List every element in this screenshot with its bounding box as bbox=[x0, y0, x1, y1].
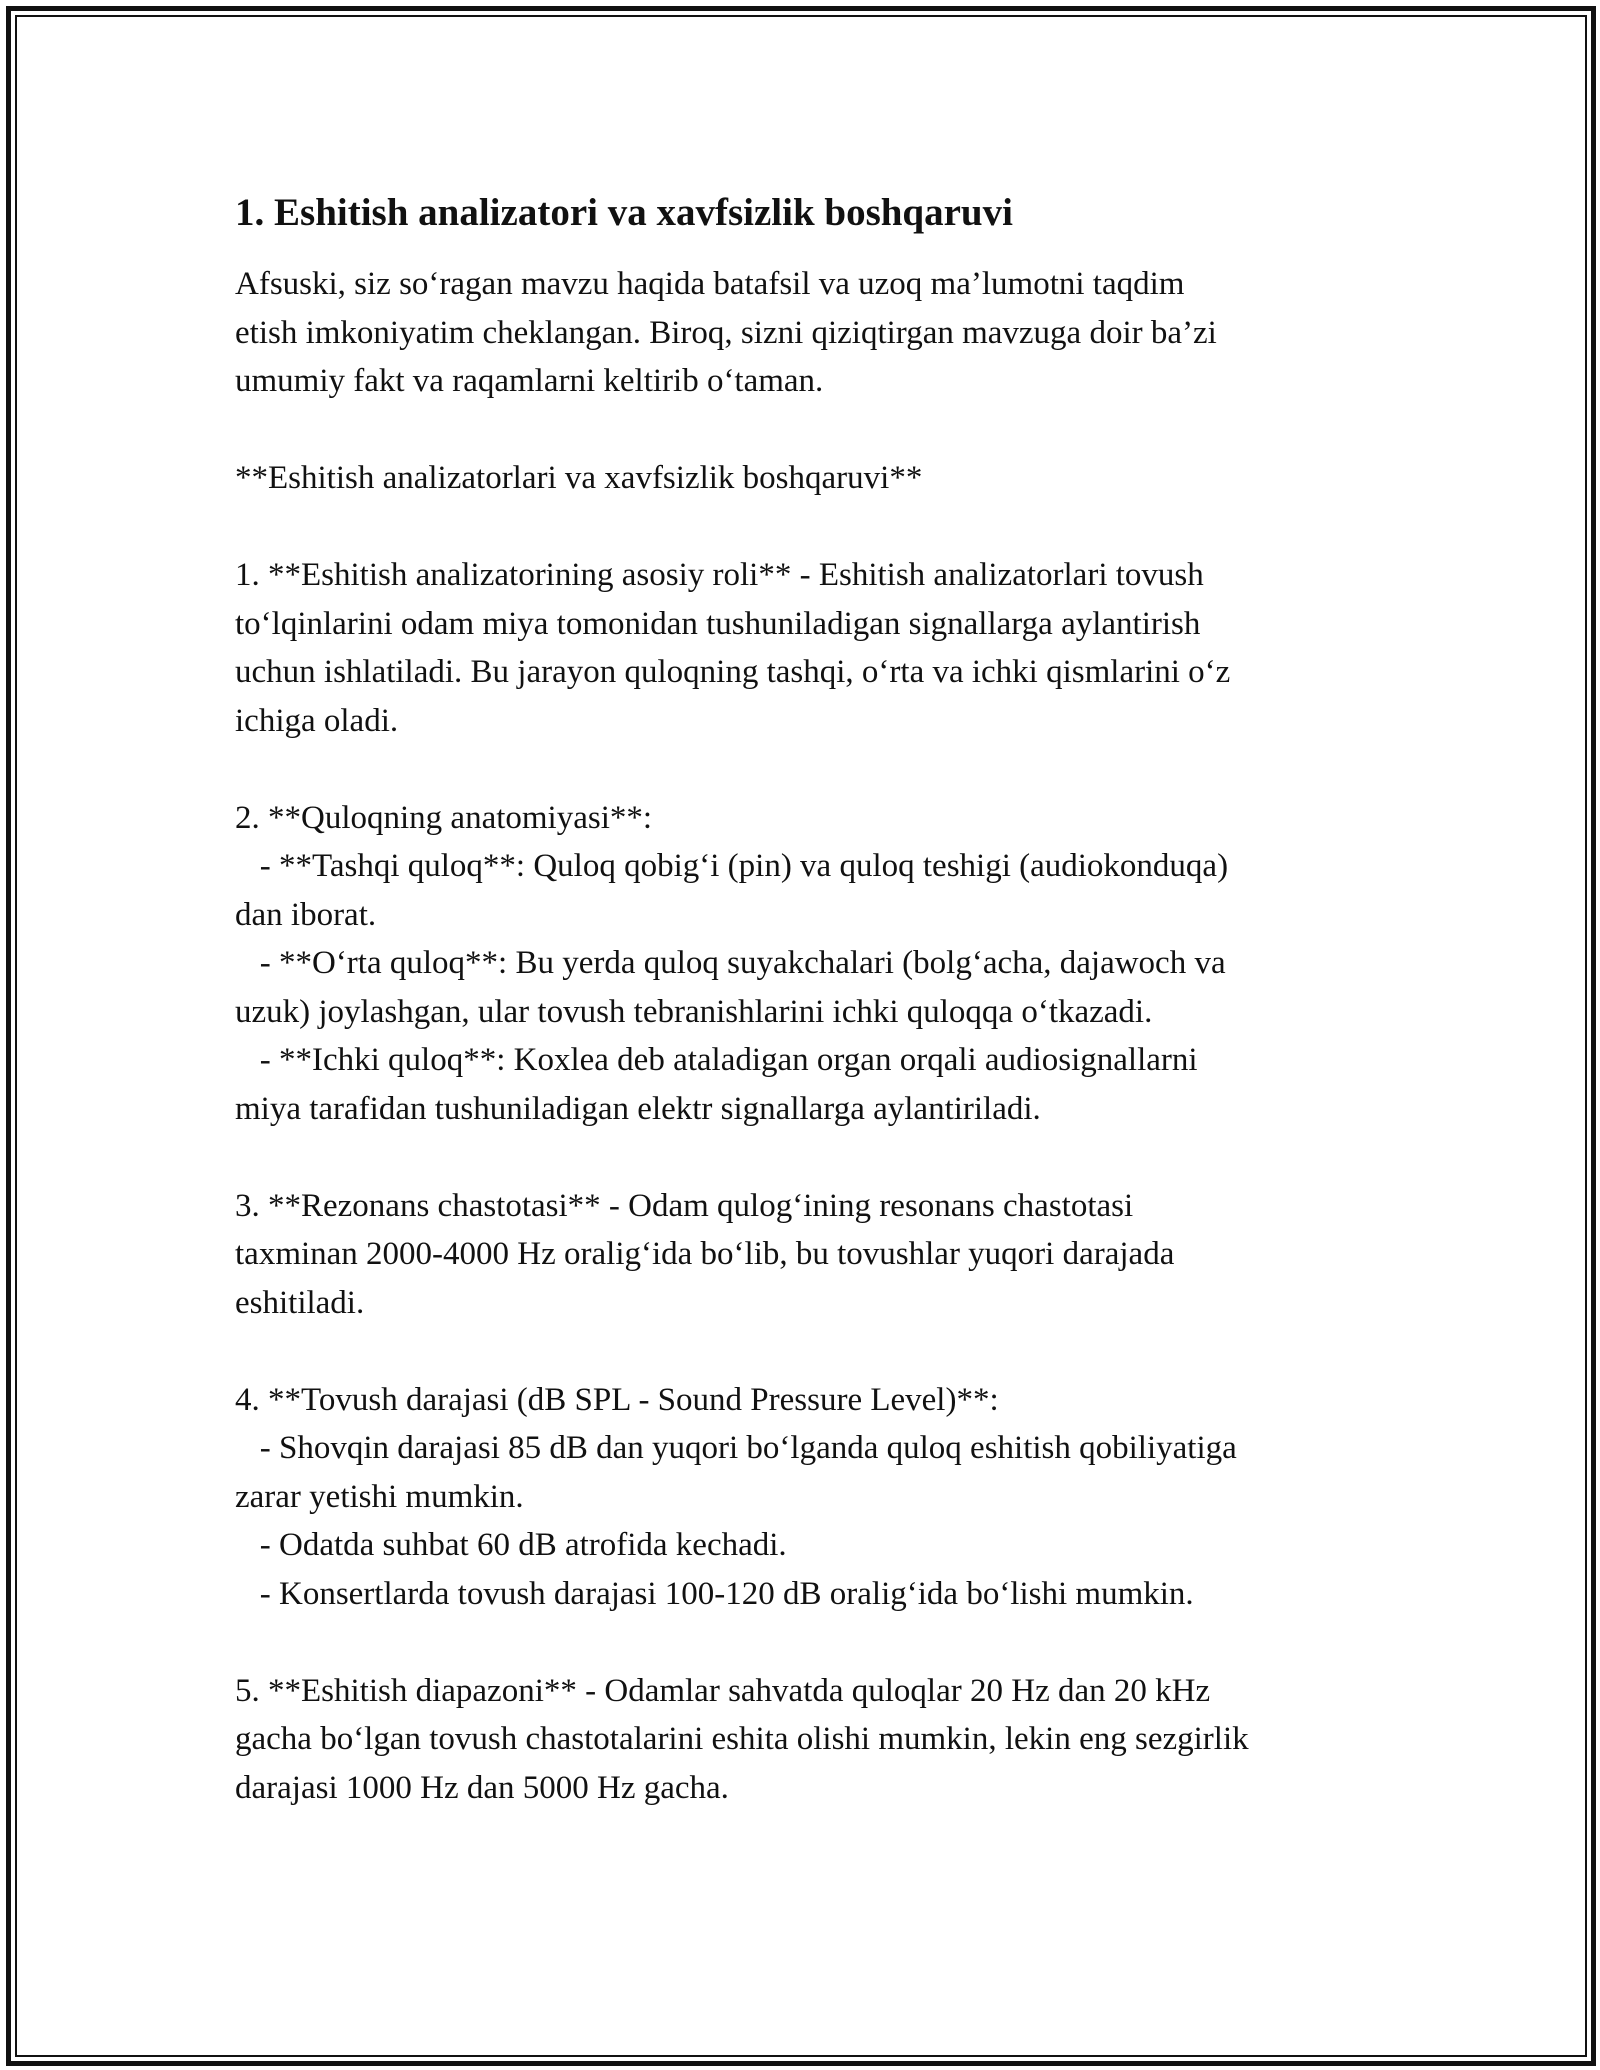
text-line: uchun ishlatiladi. Bu jarayon quloqning tashqi, o‘rta va ichki qismlarini o‘z bbox=[235, 654, 1231, 690]
text-line: ichiga oladi. bbox=[235, 702, 399, 739]
blank-line bbox=[235, 1133, 1375, 1182]
blank-line bbox=[235, 745, 1375, 794]
text-line: - **Ichki quloq**: Koxlea deb ataladigan organ orqali audiosignallarni bbox=[235, 1042, 1198, 1078]
text-line: eshitiladi. bbox=[235, 1284, 365, 1321]
text-line: 4. **Tovush darajasi (dB SPL - Sound Pressure Level)**: bbox=[235, 1381, 999, 1418]
text-line: 2. **Quloqning anatomiyasi**: bbox=[235, 799, 653, 836]
text-line: 3. **Rezonans chastotasi** - Odam qulog‘ining resonans chastotasi bbox=[235, 1187, 1134, 1224]
text-line: darajasi 1000 Hz dan 5000 Hz gacha. bbox=[235, 1769, 729, 1806]
text-line: gacha bo‘lgan tovush chastotalarini eshita olishi mumkin, lekin eng sezgirlik bbox=[235, 1721, 1249, 1757]
text-line: Afsuski, siz so‘ragan mavzu haqida batafsil va uzoq ma’lumotni taqdim bbox=[235, 266, 1185, 302]
text-line: to‘lqinlarini odam miya tomonidan tushuniladigan signallarga aylantirish bbox=[235, 605, 1201, 642]
text-line: - Odatda suhbat 60 dB atrofida kechadi. bbox=[235, 1527, 787, 1563]
text-line: 1. **Eshitish analizatorining asosiy roli** - Eshitish analizatorlari tovush bbox=[235, 557, 1204, 593]
text-line: etish imkoniyatim cheklangan. Biroq, sizni qiziqtirgan mavzuga doir ba’zi bbox=[235, 314, 1217, 351]
document-title: 1. Eshitish analizatori va xavfsizlik boshqaruvi bbox=[235, 191, 1013, 234]
text-line: 5. **Eshitish diapazoni** - Odamlar sahvatda quloqlar 20 Hz dan 20 kHz bbox=[235, 1672, 1211, 1709]
text-line: miya tarafidan tushuniladigan elektr signallarga aylantiriladi. bbox=[235, 1090, 1041, 1127]
blank-line bbox=[235, 406, 1375, 455]
text-line: **Eshitish analizatorlari va xavfsizlik boshqaruvi** bbox=[235, 460, 923, 496]
text-line: uzuk) joylashgan, ular tovush tebranishlarini ichki quloqqa o‘tkazadi. bbox=[235, 993, 1153, 1030]
text-line: - **Tashqi quloq**: Quloq qobig‘i (pin) va quloq teshigi (audiokonduqa) bbox=[235, 848, 1229, 884]
blank-line bbox=[235, 503, 1375, 552]
document-body bbox=[235, 188, 1375, 1812]
blank-line bbox=[235, 1618, 1375, 1667]
text-line: dan iborat. bbox=[235, 896, 377, 933]
text-line: - Shovqin darajasi 85 dB dan yuqori bo‘lganda quloq eshitish qobiliyatiga bbox=[235, 1430, 1237, 1466]
text-line: - **O‘rta quloq**: Bu yerda quloq suyakchalari (bolg‘acha, dajawoch va bbox=[235, 945, 1226, 981]
text-line: - Konsertlarda tovush darajasi 100-120 dB oralig‘ida bo‘lishi mumkin. bbox=[235, 1575, 1194, 1612]
text-line: taxminan 2000-4000 Hz oralig‘ida bo‘lib, bu tovushlar yuqori darajada bbox=[235, 1236, 1175, 1272]
text-line: umumiy fakt va raqamlarni keltirib o‘taman. bbox=[235, 363, 824, 399]
blank-line bbox=[235, 1327, 1375, 1376]
text-line: zarar yetishi mumkin. bbox=[235, 1478, 524, 1515]
document-text bbox=[235, 260, 1375, 1812]
